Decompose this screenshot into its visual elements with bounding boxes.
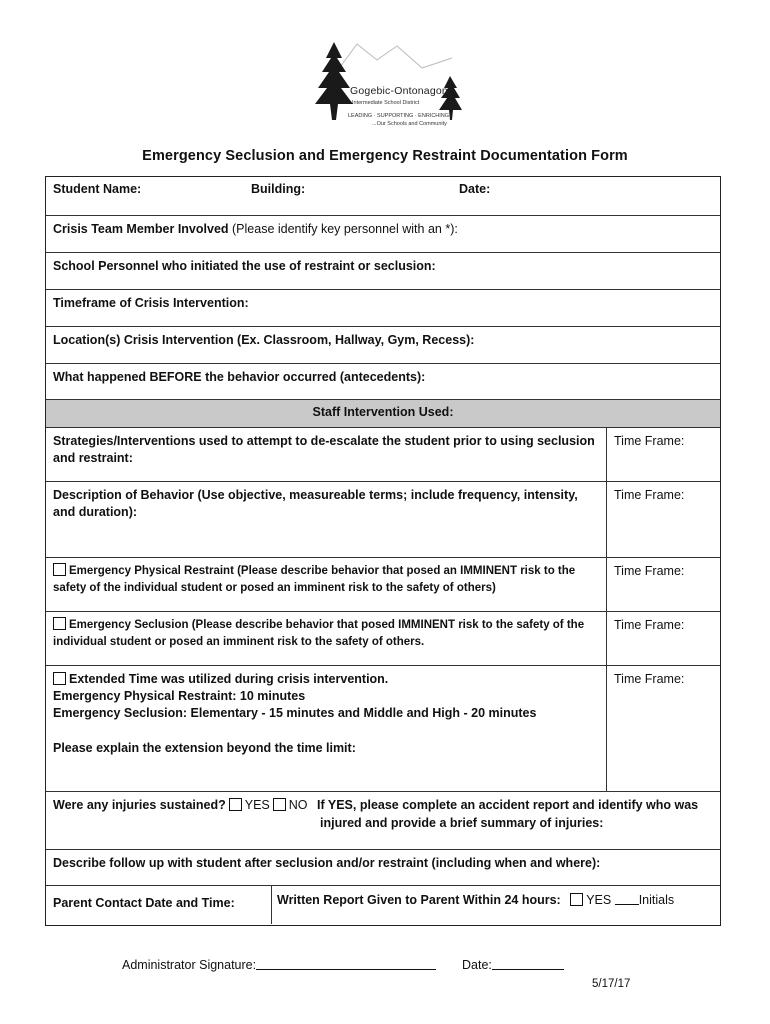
crisis-team-label: Crisis Team Member Involved (53, 222, 229, 236)
injuries-question: Were any injuries sustained? (53, 798, 226, 812)
student-name-label[interactable]: Student Name: (53, 182, 142, 196)
district-logo (302, 38, 472, 130)
timeframe-label: Timeframe of Crisis Intervention: (53, 296, 249, 310)
injuries-row (46, 792, 720, 850)
logo-subtitle: Intermediate School District (352, 100, 420, 106)
crisis-team-row[interactable] (46, 216, 720, 253)
logo-tagline: LEADING · SUPPORTING · ENRICHING (348, 113, 450, 119)
extended-time-cell (46, 666, 607, 791)
date-label[interactable]: Date: (459, 182, 491, 196)
logo-tagline-2: ...Our Schools and Community (372, 121, 447, 127)
behavior-description-row[interactable] (46, 482, 720, 558)
injuries-yes-label: YES (244, 798, 270, 812)
extended-time-frame[interactable]: Time Frame: (614, 672, 685, 686)
signature-date (462, 957, 564, 972)
physical-restraint-label: Emergency Physical Restraint (Please describe behavior that posed an IMMINENT risk to the safety of the individual student or posed an imminent risk to the safety of others) (53, 565, 576, 594)
signature-date-line[interactable] (492, 957, 564, 970)
seclusion-limit: Emergency Seclusion: Elementary - 15 minutes and Middle and High - 20 minutes (53, 706, 537, 720)
student-info-row (46, 177, 720, 216)
behavior-time-frame[interactable]: Time Frame: (614, 488, 685, 502)
emergency-seclusion-cell (46, 612, 607, 665)
explain-extension-label: Please explain the extension beyond the time limit: (53, 741, 356, 755)
extended-time-label: Extended Time was utilized during crisis intervention. (69, 672, 389, 686)
extended-time-line (53, 671, 599, 688)
physical-restraint-checkbox[interactable] (53, 563, 66, 576)
extended-time-row[interactable] (46, 666, 720, 792)
signature-date-label: Date: (462, 958, 492, 972)
injuries-no-label: NO (288, 798, 308, 812)
extended-time-checkbox[interactable] (53, 672, 66, 685)
initials-blank[interactable] (615, 892, 639, 905)
location-row[interactable] (46, 327, 720, 364)
admin-signature-line[interactable] (256, 957, 436, 970)
parent-contact-label: Parent Contact Date and Time: (53, 896, 235, 910)
school-personnel-label: School Personnel who initiated the use of restraint or seclusion: (53, 259, 436, 273)
parent-contact-cell[interactable] (46, 886, 272, 924)
strategies-label: Strategies/Interventions used to attempt to de-escalate the student prior to using seclusion and restraint: (46, 428, 607, 481)
injuries-note: If YES, please complete an accident report and identify who was (317, 798, 699, 812)
written-report-yes-label: YES (586, 893, 612, 907)
documentation-form (45, 176, 721, 926)
form-title: Emergency Seclusion and Emergency Restraint Documentation Form (142, 148, 628, 164)
location-label: Location(s) Crisis Intervention (Ex. Classroom, Hallway, Gym, Recess): (53, 333, 475, 347)
initials-label: Initials (638, 893, 675, 907)
school-personnel-row[interactable] (46, 253, 720, 290)
emergency-seclusion-row[interactable] (46, 612, 720, 666)
timeframe-row[interactable] (46, 290, 720, 327)
written-report-yes-checkbox[interactable] (570, 893, 583, 906)
follow-up-row[interactable] (46, 850, 720, 886)
antecedents-label: What happened BEFORE the behavior occurred (antecedents): (53, 370, 426, 384)
follow-up-label: Describe follow up with student after seclusion and/or restraint (including when and where): (53, 856, 601, 870)
emergency-seclusion-checkbox[interactable] (53, 617, 66, 630)
parent-contact-row (46, 886, 720, 924)
strategies-row[interactable] (46, 428, 720, 482)
physical-restraint-cell (46, 558, 607, 611)
staff-intervention-header: Staff Intervention Used: (46, 400, 720, 428)
crisis-team-note: (Please identify key personnel with an *): (232, 222, 458, 236)
strategies-time-frame[interactable]: Time Frame: (614, 434, 685, 448)
admin-signature (122, 957, 436, 972)
injuries-note-2: injured and provide a brief summary of injuries: (320, 816, 604, 830)
logo-district-name: Gogebic-Ontonagon (350, 85, 448, 97)
seclusion-time-frame[interactable]: Time Frame: (614, 618, 685, 632)
admin-signature-label: Administrator Signature: (122, 958, 257, 972)
building-label[interactable]: Building: (251, 182, 306, 196)
antecedents-row[interactable] (46, 364, 720, 400)
injuries-yes-checkbox[interactable] (229, 798, 242, 811)
physical-restraint-time-frame[interactable]: Time Frame: (614, 564, 685, 578)
form-revision-date: 5/17/17 (592, 978, 631, 990)
physical-restraint-row[interactable] (46, 558, 720, 612)
emergency-seclusion-label: Emergency Seclusion (Please describe behavior that posed IMMINENT risk to the safety of the individual student or posed an imminent risk to the safety of others. (53, 619, 585, 648)
injuries-no-checkbox[interactable] (273, 798, 286, 811)
written-report-cell (277, 892, 674, 909)
behavior-description-label: Description of Behavior (Use objective, measureable terms; include frequency, intensity, and duration): (46, 482, 607, 557)
written-report-label: Written Report Given to Parent Within 24 hours: (277, 893, 561, 907)
restraint-limit: Emergency Physical Restraint: 10 minutes (53, 689, 306, 703)
